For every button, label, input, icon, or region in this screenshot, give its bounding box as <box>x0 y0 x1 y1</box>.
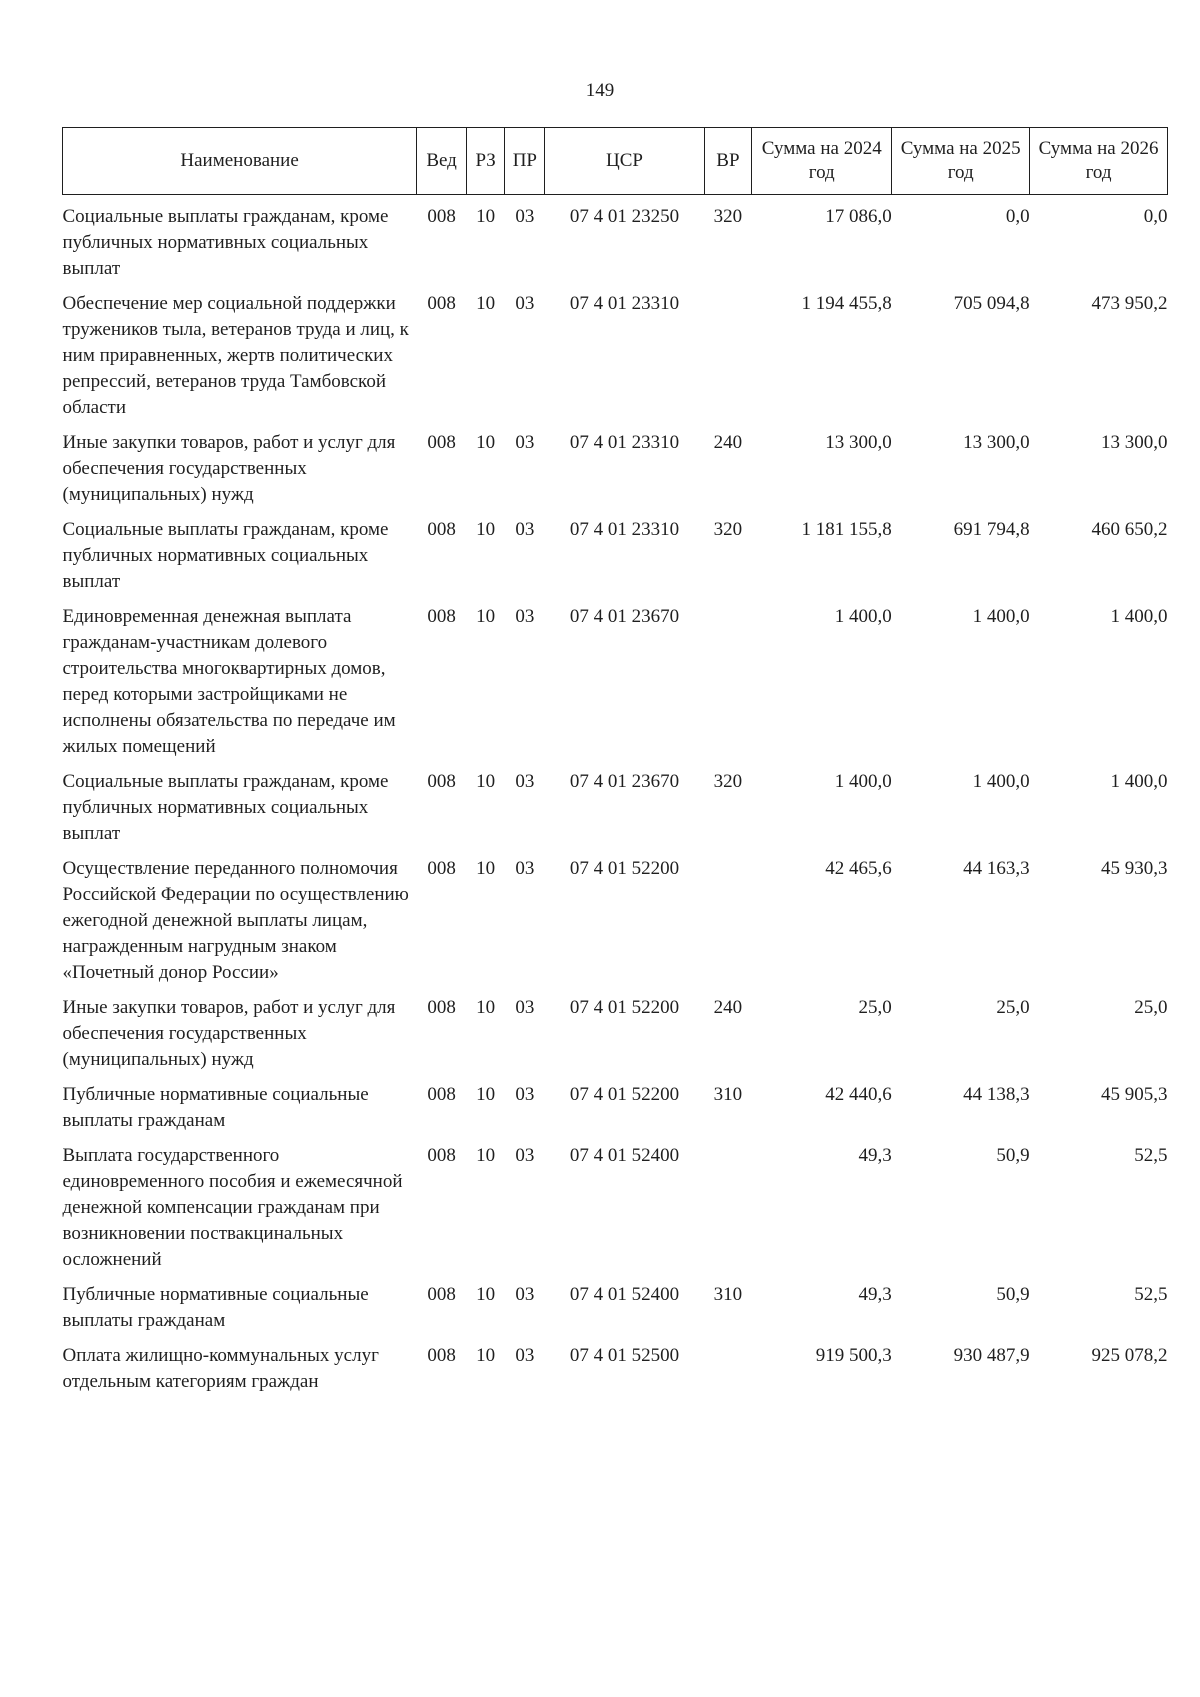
row-sum-2026: 45 930,3 <box>1101 858 1168 879</box>
row-pr: 03 <box>515 519 535 540</box>
row-rz: 10 <box>476 293 496 314</box>
table-row <box>63 195 1168 292</box>
row-rz: 10 <box>476 771 496 792</box>
row-rz: 10 <box>476 606 496 627</box>
row-rz: 10 <box>476 997 496 1018</box>
row-pr: 03 <box>515 1284 535 1305</box>
row-sum-2026: 52,5 <box>1134 1284 1168 1305</box>
row-sum-2024: 1 400,0 <box>834 606 892 627</box>
table-row <box>63 1343 1168 1404</box>
header-ved: Вед <box>417 128 467 195</box>
row-sum-2026: 25,0 <box>1134 997 1168 1018</box>
row-sum-2025: 44 163,3 <box>963 858 1030 879</box>
row-sum-2024: 49,3 <box>858 1284 892 1305</box>
table-row <box>63 291 1168 430</box>
row-name: Социальные выплаты гражданам, кроме публичных нормативных социальных выплат <box>62 206 389 279</box>
table-row <box>63 1143 1168 1282</box>
table-row <box>63 604 1168 769</box>
row-ved: 008 <box>427 1145 456 1166</box>
row-ved: 008 <box>427 1345 456 1366</box>
row-csr: 07 4 01 23670 <box>569 606 680 627</box>
row-ved: 008 <box>427 432 456 453</box>
row-ved: 008 <box>427 771 456 792</box>
table-row <box>63 995 1168 1082</box>
row-pr: 03 <box>515 1084 535 1105</box>
row-rz: 10 <box>476 1084 496 1105</box>
row-name: Социальные выплаты гражданам, кроме публичных нормативных социальных выплат <box>62 771 389 844</box>
row-pr: 03 <box>515 293 535 314</box>
row-pr: 03 <box>515 858 535 879</box>
row-vr <box>704 604 752 769</box>
row-csr: 07 4 01 52500 <box>569 1345 680 1366</box>
row-sum-2025: 50,9 <box>996 1145 1030 1166</box>
row-vr: 240 <box>713 432 743 453</box>
row-sum-2024: 1 194 455,8 <box>801 293 892 314</box>
table-row <box>63 1282 1168 1343</box>
row-sum-2025: 705 094,8 <box>953 293 1030 314</box>
row-sum-2026: 1 400,0 <box>1110 606 1168 627</box>
row-rz: 10 <box>476 519 496 540</box>
row-pr: 03 <box>515 1345 535 1366</box>
row-name: Иные закупки товаров, работ и услуг для обеспечения государственных (муниципальных) нужд <box>62 997 396 1070</box>
row-name: Осуществление переданного полномочия Российской Федерации по осуществлению ежегодной денежной выплаты лицам, награжденным нагрудным знаком «Почетный донор России» <box>62 858 409 983</box>
row-pr: 03 <box>515 771 535 792</box>
row-sum-2026: 473 950,2 <box>1091 293 1168 314</box>
row-csr: 07 4 01 23310 <box>569 293 680 314</box>
row-csr: 07 4 01 52400 <box>569 1145 680 1166</box>
header-csr: ЦСР <box>545 128 704 195</box>
table-row <box>63 430 1168 517</box>
row-name: Единовременная денежная выплата гражданам-участникам долевого строительства многоквартирных домов, перед которыми застройщиками не исполнены обязательства по передаче им жилых помещений <box>62 606 396 757</box>
row-vr: 310 <box>713 1084 743 1105</box>
row-pr: 03 <box>515 997 535 1018</box>
row-ved: 008 <box>427 997 456 1018</box>
row-vr <box>704 291 752 430</box>
row-name: Публичные нормативные социальные выплаты гражданам <box>62 1084 369 1131</box>
row-csr: 07 4 01 23250 <box>569 206 680 227</box>
row-sum-2024: 42 465,6 <box>825 858 892 879</box>
row-vr: 320 <box>713 206 743 227</box>
table-header-row <box>63 128 1168 195</box>
row-sum-2024: 1 400,0 <box>834 771 892 792</box>
row-csr: 07 4 01 52200 <box>569 1084 680 1105</box>
header-name: Наименование <box>63 128 417 195</box>
row-vr: 310 <box>713 1284 743 1305</box>
header-sum-2026: Сумма на 2026 год <box>1030 128 1168 195</box>
row-sum-2025: 1 400,0 <box>972 606 1030 627</box>
row-sum-2025: 25,0 <box>996 997 1030 1018</box>
row-csr: 07 4 01 52200 <box>569 997 680 1018</box>
row-rz: 10 <box>476 858 496 879</box>
table-row <box>63 1082 1168 1143</box>
row-sum-2024: 49,3 <box>858 1145 892 1166</box>
table-row <box>63 517 1168 604</box>
row-vr: 240 <box>713 997 743 1018</box>
row-sum-2024: 17 086,0 <box>825 206 892 227</box>
row-sum-2025: 691 794,8 <box>953 519 1030 540</box>
row-sum-2024: 919 500,3 <box>815 1345 892 1366</box>
row-ved: 008 <box>427 519 456 540</box>
row-name: Оплата жилищно-коммунальных услуг отдельным категориям граждан <box>62 1345 379 1392</box>
row-vr: 320 <box>713 771 743 792</box>
budget-table <box>62 127 1168 1404</box>
row-sum-2026: 0,0 <box>1143 206 1168 227</box>
row-ved: 008 <box>427 293 456 314</box>
row-rz: 10 <box>476 1345 496 1366</box>
table-row <box>63 856 1168 995</box>
row-vr <box>704 1343 752 1404</box>
row-pr: 03 <box>515 206 535 227</box>
row-pr: 03 <box>515 1145 535 1166</box>
row-name: Социальные выплаты гражданам, кроме публичных нормативных социальных выплат <box>62 519 389 592</box>
row-sum-2026: 45 905,3 <box>1101 1084 1168 1105</box>
row-vr <box>704 856 752 995</box>
row-sum-2025: 0,0 <box>1005 206 1030 227</box>
row-name: Публичные нормативные социальные выплаты гражданам <box>62 1284 369 1331</box>
page-number: 149 <box>585 80 615 101</box>
row-sum-2026: 1 400,0 <box>1110 771 1168 792</box>
row-rz: 10 <box>476 1284 496 1305</box>
row-rz: 10 <box>476 432 496 453</box>
row-sum-2025: 50,9 <box>996 1284 1030 1305</box>
row-csr: 07 4 01 52400 <box>569 1284 680 1305</box>
row-rz: 10 <box>476 1145 496 1166</box>
row-sum-2024: 1 181 155,8 <box>801 519 892 540</box>
row-vr: 320 <box>713 519 743 540</box>
header-rz: РЗ <box>467 128 505 195</box>
row-sum-2026: 925 078,2 <box>1091 1345 1168 1366</box>
row-ved: 008 <box>427 1284 456 1305</box>
row-csr: 07 4 01 23670 <box>569 771 680 792</box>
row-sum-2025: 1 400,0 <box>972 771 1030 792</box>
row-name: Обеспечение мер социальной поддержки тружеников тыла, ветеранов труда и лиц, к ним приравненных, жертв политических репрессий, ветеранов труда Тамбовской области <box>62 293 409 418</box>
row-ved: 008 <box>427 1084 456 1105</box>
row-sum-2025: 13 300,0 <box>963 432 1030 453</box>
header-sum-2024: Сумма на 2024 год <box>752 128 892 195</box>
header-pr: ПР <box>505 128 545 195</box>
row-sum-2025: 930 487,9 <box>953 1345 1030 1366</box>
row-ved: 008 <box>427 858 456 879</box>
row-sum-2025: 44 138,3 <box>963 1084 1030 1105</box>
row-csr: 07 4 01 23310 <box>569 519 680 540</box>
row-sum-2024: 25,0 <box>858 997 892 1018</box>
row-pr: 03 <box>515 606 535 627</box>
row-sum-2026: 52,5 <box>1134 1145 1168 1166</box>
row-sum-2026: 13 300,0 <box>1101 432 1168 453</box>
header-vr: ВР <box>704 128 752 195</box>
row-rz: 10 <box>476 206 496 227</box>
row-sum-2024: 42 440,6 <box>825 1084 892 1105</box>
row-csr: 07 4 01 52200 <box>569 858 680 879</box>
header-sum-2025: Сумма на 2025 год <box>892 128 1030 195</box>
row-name: Иные закупки товаров, работ и услуг для обеспечения государственных (муниципальных) нужд <box>62 432 396 505</box>
table-body <box>63 195 1168 1405</box>
row-pr: 03 <box>515 432 535 453</box>
row-name: Выплата государственного единовременного пособия и ежемесячной денежной компенсации гражданам при возникновении поствакцинальных осложнений <box>62 1145 403 1270</box>
row-sum-2024: 13 300,0 <box>825 432 892 453</box>
row-csr: 07 4 01 23310 <box>569 432 680 453</box>
row-sum-2026: 460 650,2 <box>1091 519 1168 540</box>
row-vr <box>704 1143 752 1282</box>
table-row <box>63 769 1168 856</box>
row-ved: 008 <box>427 206 456 227</box>
row-ved: 008 <box>427 606 456 627</box>
